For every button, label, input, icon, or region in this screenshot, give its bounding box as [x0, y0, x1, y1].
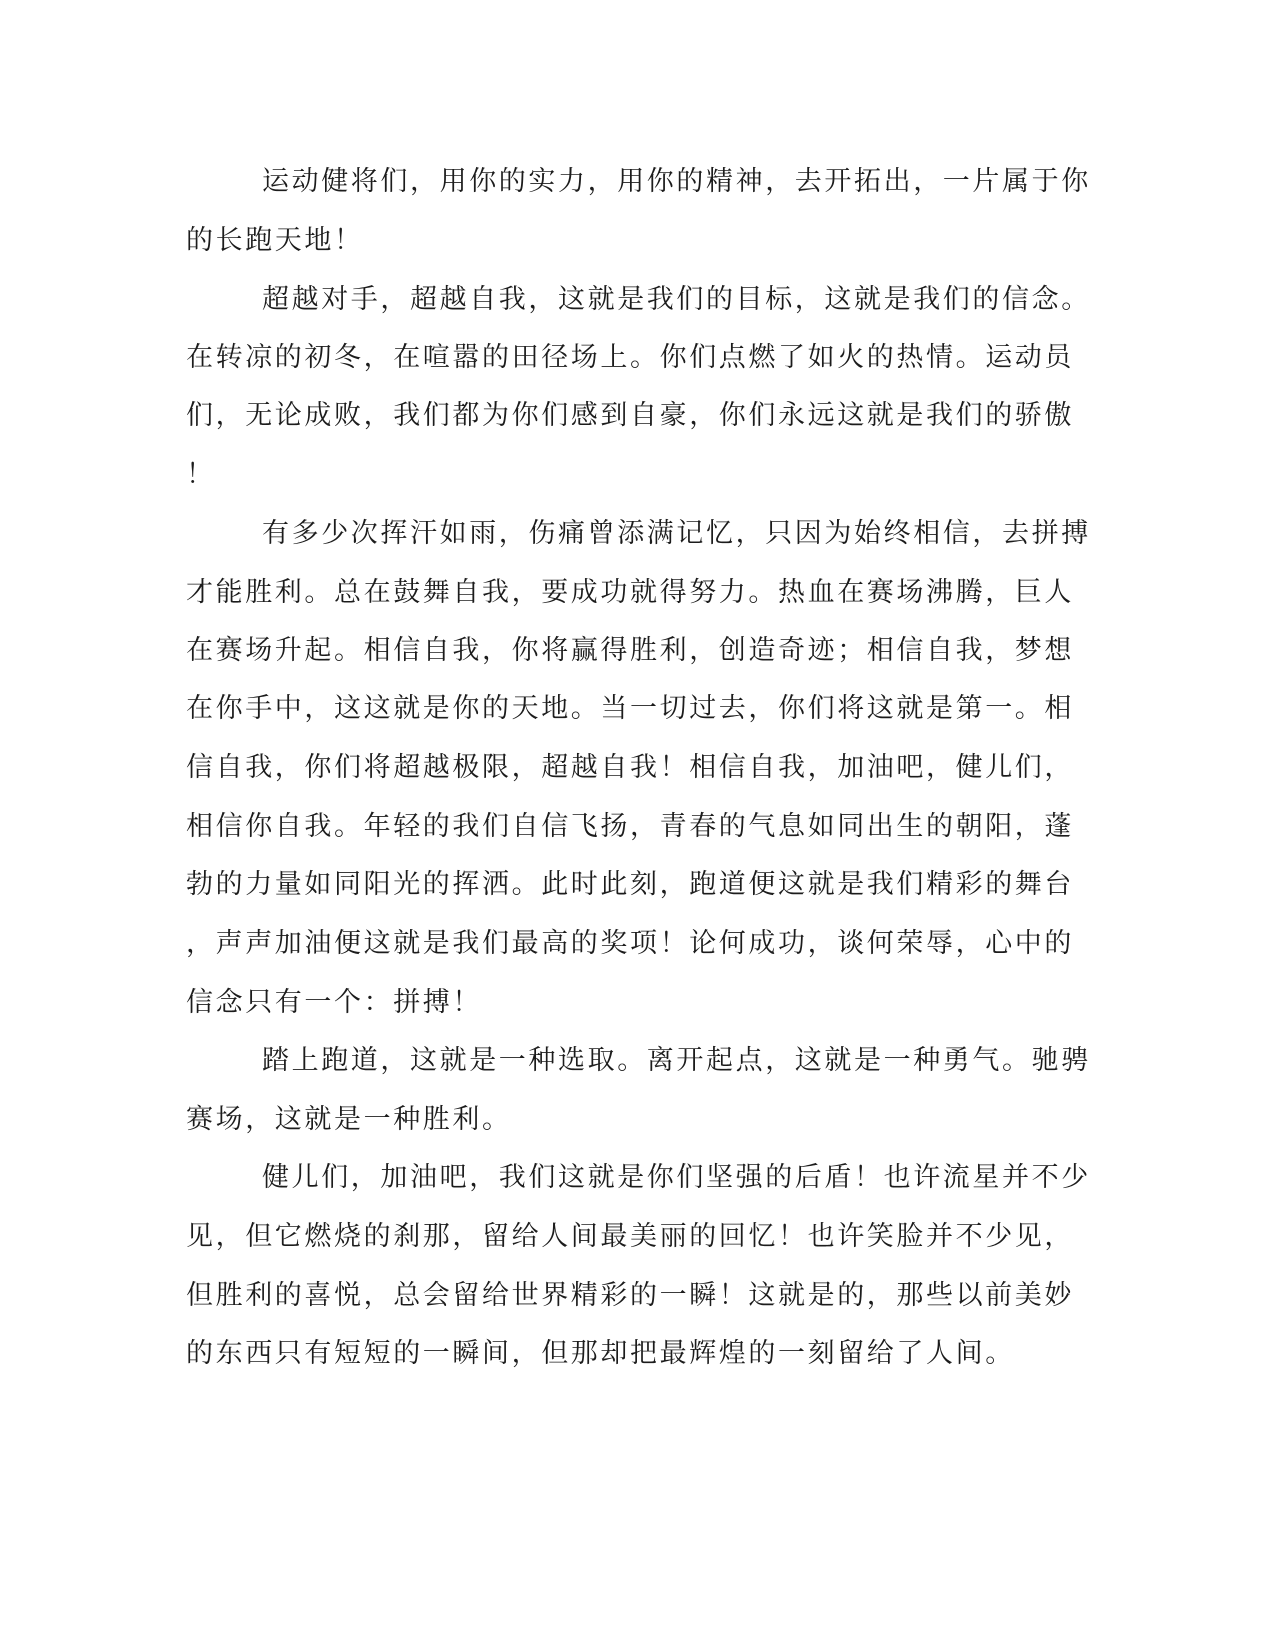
text-line: 但胜利的喜悦，总会留给世界精彩的一瞬！这就是的，那些以前美妙	[186, 1280, 1074, 1311]
text-line: 信念只有一个：拼搏！	[186, 987, 482, 1018]
text-line: 们，无论成败，我们都为你们感到自豪，你们永远这就是我们的骄傲	[186, 400, 1074, 431]
text-line: 在转凉的初冬，在喧嚣的田径场上。你们点燃了如火的热情。运动员	[186, 342, 1074, 373]
text-line: 在你手中，这这就是你的天地。当一切过去，你们将这就是第一。相	[186, 693, 1074, 724]
text-line: 见，但它燃烧的刹那，留给人间最美丽的回忆！也许笑脸并不少见，	[186, 1221, 1074, 1252]
text-line: 踏上跑道，这就是一种选取。离开起点，这就是一种勇气。驰骋	[262, 1045, 1091, 1076]
text-line: 超越对手，超越自我，这就是我们的目标，这就是我们的信念。	[262, 284, 1091, 315]
text-line: 有多少次挥汗如雨，伤痛曾添满记忆，只因为始终相信，去拼搏	[262, 518, 1091, 549]
text-line: 健儿们，加油吧，我们这就是你们坚强的后盾！也许流星并不少	[262, 1162, 1091, 1193]
text-line: 信自我，你们将超越极限，超越自我！相信自我，加油吧，健儿们，	[186, 752, 1074, 783]
text-line: 相信你自我。年轻的我们自信飞扬，青春的气息如同出生的朝阳，蓬	[186, 811, 1074, 842]
text-line: ，声声加油便这就是我们最高的奖项！论何成功，谈何荣辱，心中的	[186, 928, 1074, 959]
text-line: 赛场，这就是一种胜利。	[186, 1104, 512, 1135]
text-line: 的东西只有短短的一瞬间，但那却把最辉煌的一刻留给了人间。	[186, 1338, 1015, 1369]
text-line: ！	[186, 459, 216, 490]
text-line: 在赛场升起。相信自我，你将赢得胜利，创造奇迹；相信自我，梦想	[186, 635, 1074, 666]
text-line: 才能胜利。总在鼓舞自我，要成功就得努力。热血在赛场沸腾，巨人	[186, 577, 1074, 608]
text-line: 勃的力量如同阳光的挥洒。此时此刻，跑道便这就是我们精彩的舞台	[186, 869, 1074, 900]
text-line: 运动健将们，用你的实力，用你的精神，去开拓出，一片属于你	[262, 166, 1091, 197]
text-line: 的长跑天地！	[186, 225, 364, 256]
